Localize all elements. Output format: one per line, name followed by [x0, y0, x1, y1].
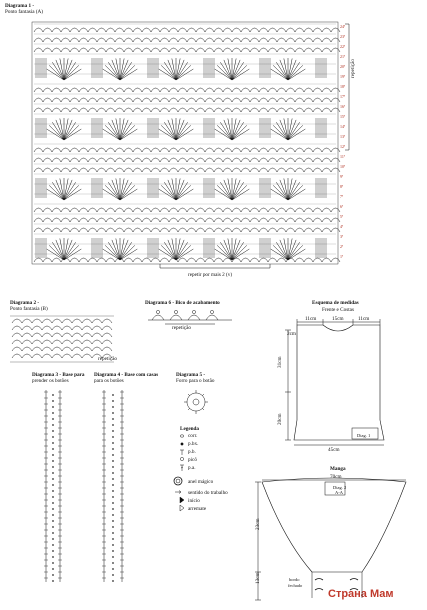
- chain-arc-row: [34, 218, 340, 222]
- fan-motif: [159, 178, 194, 200]
- sleeve-bottom-sub: fechado: [288, 583, 303, 588]
- row-label: 18ª: [340, 84, 346, 89]
- diagram2-title: Diagrama 2 -: [10, 300, 40, 306]
- sleeve-bottom: 13cm: [255, 572, 261, 584]
- fan-motif: [215, 178, 250, 200]
- row-label: 19ª: [340, 74, 346, 79]
- diagram1-stitches: [34, 24, 340, 262]
- fan-motif: [271, 118, 306, 140]
- row-label: 21ª: [340, 54, 346, 59]
- fan-motif: [271, 178, 306, 200]
- legend-symbol-anel: [174, 477, 182, 485]
- legend-symbol-inicio: [180, 497, 184, 503]
- chain-arc-row: [34, 258, 340, 262]
- diagram2-arc-row: [12, 319, 112, 323]
- row-label: 17ª: [340, 94, 346, 99]
- row-label: 7ª: [340, 194, 344, 199]
- legend-symbol-sentido: [175, 491, 181, 494]
- legend-symbol-corr: [180, 435, 184, 437]
- fan-motif: [47, 118, 82, 140]
- legend-symbol-pb: [180, 450, 184, 455]
- sleeve-box-sub: A-A: [335, 490, 343, 495]
- fan-motif: [47, 178, 82, 200]
- fan-motif: [47, 238, 82, 260]
- row-label: 23ª: [340, 34, 346, 39]
- chain-arc-row: [34, 208, 340, 212]
- legend-item-sentido: sentido do trabalho: [188, 490, 228, 496]
- legend-item-arremate: arremate: [188, 506, 207, 512]
- diagram3-4-columns: [44, 390, 124, 582]
- diagram6-title: Diagrama 6 - Bico de acabamento: [145, 300, 220, 306]
- legend-symbols: [174, 435, 184, 511]
- schematic-dim-left: 11cm: [305, 316, 317, 322]
- chain-arc-row: [34, 108, 340, 112]
- legend-item-inicio: início: [188, 498, 200, 504]
- chain-arc-row: [34, 38, 340, 42]
- legend-symbol-pbx: [181, 443, 183, 445]
- schematic-subtitle: Frente e Costas: [322, 307, 354, 313]
- row-label: 4ª: [340, 224, 344, 229]
- legend-item-pico: picô: [188, 457, 197, 463]
- schematic-body: [285, 319, 384, 445]
- fan-motif: [103, 118, 138, 140]
- row-label: 14ª: [340, 124, 346, 129]
- schematic-dim-right: 11cm: [358, 316, 370, 322]
- row-label: 6ª: [340, 204, 344, 209]
- chain-arc-row: [34, 228, 340, 232]
- diagram5-button-cover: [184, 390, 208, 414]
- diagram2-arc-row: [12, 347, 112, 351]
- row-label: 15ª: [340, 114, 346, 119]
- row-label: 24ª: [340, 24, 346, 29]
- row-label: 10ª: [340, 164, 346, 169]
- chain-arc-row: [34, 168, 340, 172]
- row-label: 3ª: [340, 234, 344, 239]
- row-label: 2ª: [340, 244, 344, 249]
- chain-arc-row: [34, 88, 340, 92]
- schematic-width: 45cm: [328, 447, 340, 453]
- fan-motif: [271, 58, 306, 80]
- legend-symbol-pa: [180, 465, 184, 471]
- fan-motif: [103, 238, 138, 260]
- fan-motif: [159, 118, 194, 140]
- schematic-title: Esquema de medidas: [312, 300, 359, 306]
- diagram2-arc-row: [12, 354, 112, 358]
- row-label: 20ª: [340, 64, 346, 69]
- schematic-side-upper: 31cm: [277, 356, 283, 368]
- row-label: 5ª: [340, 214, 344, 219]
- row-label: 11ª: [340, 154, 345, 159]
- fan-motif: [103, 58, 138, 80]
- schematic-dim-mid: 15cm: [332, 316, 344, 322]
- diagram5-title: Diagrama 5 -: [176, 372, 206, 378]
- chain-arc-row: [34, 28, 340, 32]
- schematic-neck: 2cm: [287, 331, 296, 337]
- legend-symbol-arremate: [180, 505, 184, 511]
- diagram4-title: Diagrama 4 - Base com casas: [94, 372, 159, 378]
- sleeve-box-label: Diag. 2: [333, 485, 347, 490]
- row-label: 1ª: [340, 254, 344, 259]
- diagram2-subtitle: Ponto fantasia (B): [10, 306, 48, 312]
- legend-item-pbx: p.bx.: [188, 441, 199, 447]
- fan-motif: [215, 118, 250, 140]
- diagram3-subtitle: prender os botões: [32, 378, 69, 384]
- fan-motif: [103, 178, 138, 200]
- legend-item-anel: anel mágico: [188, 479, 214, 485]
- sleeve-shape: [255, 478, 406, 600]
- diagram1-subtitle: Ponto fantasia (A): [5, 9, 44, 15]
- chain-arc-row: [34, 98, 340, 102]
- fan-motif: [47, 58, 82, 80]
- chain-arc-row: [34, 148, 340, 152]
- fan-motif: [271, 238, 306, 260]
- legend-title: Legenda: [180, 426, 200, 432]
- schematic-box-label: Diag. 1: [357, 433, 371, 438]
- legend-item-pa: p.a.: [188, 465, 196, 471]
- diagram6-note: repetição: [172, 325, 192, 331]
- chain-arc-row: [34, 158, 340, 162]
- row-label: 22ª: [340, 44, 346, 49]
- fan-motif: [215, 238, 250, 260]
- diagram4-subtitle: para os botões: [94, 378, 124, 384]
- diagram1-row-labels: [340, 24, 346, 259]
- diagram1-frame: [32, 22, 338, 264]
- diagram3-title: Diagrama 3 - Base para: [32, 372, 85, 378]
- schematic-side-lower: 20cm: [277, 413, 283, 425]
- row-label: 9ª: [340, 174, 344, 179]
- diagram1-repeat-right: repetição: [350, 58, 356, 78]
- diagram2-arc-row: [12, 333, 112, 337]
- fan-motif: [159, 238, 194, 260]
- diagram6-edging: [148, 310, 232, 324]
- sleeve-side: 23cm: [255, 518, 261, 530]
- diagram2-stitches: [10, 316, 114, 362]
- diagram1-repeat-bottom: repetir por mais 2 (v): [188, 272, 233, 278]
- watermark: Страна Мам: [328, 588, 394, 600]
- legend-item-pb: p.b.: [188, 449, 196, 455]
- row-label: 13ª: [340, 134, 346, 139]
- diagram2-arc-row: [12, 340, 112, 344]
- fan-motif: [215, 58, 250, 80]
- legend-item-corr: corr.: [188, 433, 198, 439]
- sleeve-title: Manga: [330, 466, 346, 472]
- fan-motif: [159, 58, 194, 80]
- diagram5-subtitle: Forro para o botão: [176, 378, 215, 384]
- diagram2-arc-row: [12, 326, 112, 330]
- sleeve-width: 70cm: [330, 474, 342, 480]
- row-label: 8ª: [340, 184, 344, 189]
- diagram2-note: repetição: [98, 356, 118, 362]
- sleeve-bottom-label: bordo: [289, 577, 300, 582]
- row-label: 16ª: [340, 104, 346, 109]
- chain-arc-row: [34, 48, 340, 52]
- legend-symbol-pico: [180, 457, 183, 460]
- row-label: 12ª: [340, 144, 346, 149]
- diagram1-title: Diagrama 1 -: [5, 3, 35, 9]
